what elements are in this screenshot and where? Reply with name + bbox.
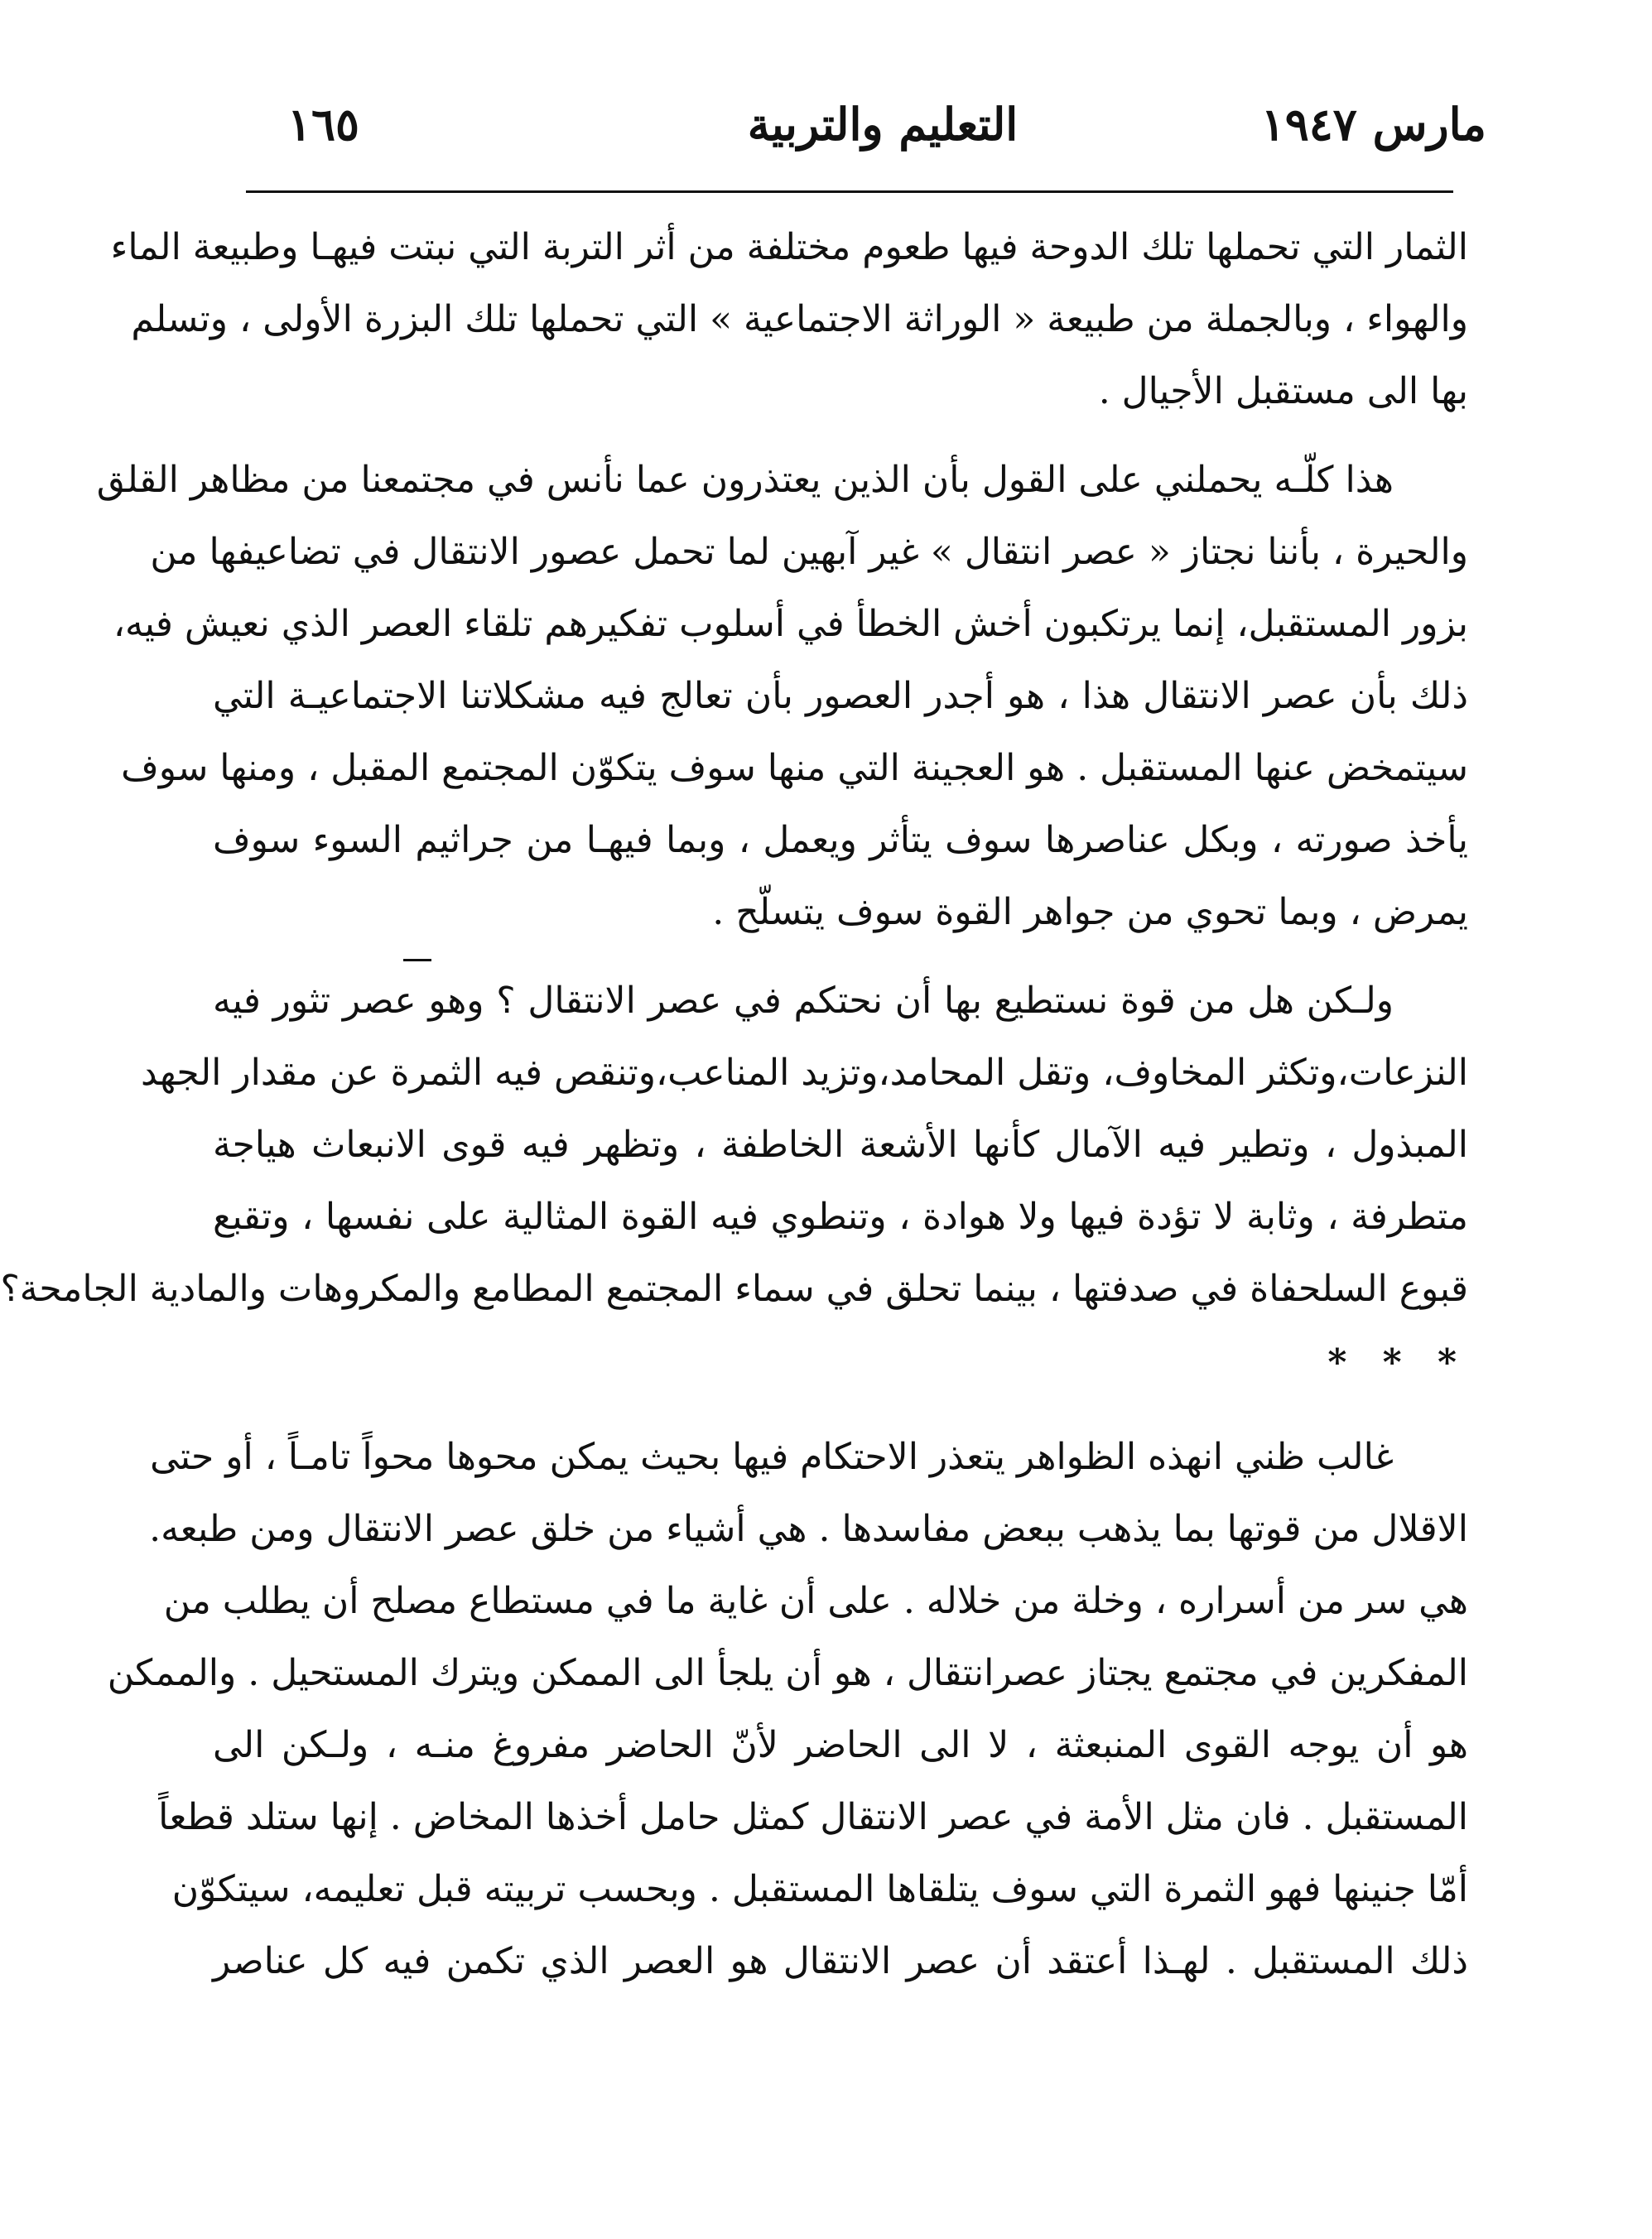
text-line: المفكرين في مجتمع يجتاز عصرانتقال ، هو أن يلجأ الى الممكن ويترك المستحيل . والممكن (107, 1652, 1468, 1694)
text-line: الثمار التي تحملها تلك الدوحة فيها طعوم مختلفة من أثر التربة التي نبتت فيهـا وطبيعة الماء (110, 226, 1468, 268)
text-line: هي سر من أسراره ، وخلة من خلاله . على أن غاية ما في مستطاع مصلح أن يطلب من (163, 1580, 1468, 1622)
article-body (0, 211, 1468, 1997)
text-line: غالب ظني انهذه الظواهر يتعذر الاحتكام فيها بحيث يمكن محوها محواً تامـاً ، أو حتى (150, 1436, 1394, 1478)
text-line: ذلك المستقبل . لهـذا أعتقد أن عصر الانتقال هو العصر الذي تكمن فيه كل عناصر (213, 1940, 1468, 1982)
text-line: يأخذ صورته ، وبكل عناصرها سوف يتأثر ويعمل ، وبما فيهـا من جراثيم السوء سوف (213, 819, 1468, 861)
header-date: مارس ١٩٤٧ (1260, 98, 1486, 151)
text-line: قبوع السلحفاة في صدفتها ، بينما تحلق في سماء المجتمع المطامع والمكروهات والمادية الجامحة؟ (0, 1268, 1468, 1310)
stray-mark (403, 959, 431, 961)
section-separator: * * * (1327, 1341, 1468, 1384)
text-line: ولـكن هل من قوة نستطيع بها أن نحتكم في عصر الانتقال ؟ وهو عصر تثور فيه (213, 980, 1394, 1022)
paragraph-4 (107, 1421, 1468, 1997)
text-line: المستقبل . فان مثل الأمة في عصر الانتقال كمثل حامل أخذها المخاض . إنها ستلد قطعاً (158, 1796, 1468, 1838)
text-line: متطرفة ، وثابة لا تؤدة فيها ولا هوادة ، وتنطوي فيه القوة المثالية على نفسها ، وتقبع (213, 1196, 1468, 1238)
text-line: هذا كلّـه يحملني على القول بأن الذين يعتذرون عما نأنس في مجتمعنا من مظاهر القلق (96, 459, 1394, 501)
page-header (279, 98, 1486, 172)
paragraph-3 (0, 965, 1468, 1325)
paragraph-1 (110, 211, 1468, 427)
text-line: بها الى مستقبل الأجيال . (1098, 370, 1468, 412)
text-line: سيتمخض عنها المستقبل . هو العجينة التي منها سوف يتكوّن المجتمع المقبل ، ومنها سوف (121, 747, 1468, 789)
text-line: والهواء ، وبالجملة من طبيعة « الوراثة الاجتماعية » التي تحملها تلك البزرة الأولى ، وتسلم (131, 298, 1468, 340)
text-line: بزور المستقبل، إنما يرتكبون أخش الخطأ في أسلوب تفكيرهم تلقاء العصر الذي نعيش فيه، (113, 603, 1468, 645)
text-line: يمرض ، وبما تحوي من جواهر القوة سوف يتسلّح . (712, 891, 1468, 933)
text-line: ذلك بأن عصر الانتقال هذا ، هو أجدر العصور بأن تعالج فيه مشكلاتنا الاجتماعيـة التي (213, 675, 1468, 717)
header-rule (246, 190, 1453, 193)
page-number: ١٦٥ (287, 98, 360, 151)
text-line: الاقلال من قوتها بما يذهب ببعض مفاسدها . هي أشياء من خلق عصر الانتقال ومن طبعه. (149, 1508, 1468, 1550)
header-title: التعليم والتربية (747, 98, 1019, 151)
text-line: أمّا جنينها فهو الثمرة التي سوف يتلقاها المستقبل . وبحسب تربيته قبل تعليمه، سيتكوّن (171, 1868, 1468, 1910)
paragraph-2 (96, 444, 1468, 948)
text-line: النزعات،وتكثر المخاوف، وتقل المحامد،وتزيد المناعب،وتنقص فيه الثمرة عن مقدار الجهد (140, 1052, 1468, 1094)
text-line: والحيرة ، بأننا نجتاز « عصر انتقال » غير آبهين لما تحمل عصور الانتقال في تضاعيفها من (150, 531, 1468, 573)
text-line: هو أن يوجه القوى المنبعثة ، لا الى الحاضر لأنّ الحاضر مفروغ منـه ، ولـكن الى (213, 1724, 1468, 1766)
text-line: المبذول ، وتطير فيه الآمال كأنها الأشعة الخاطفة ، وتظهر فيه قوى الانبعاث هياجة (213, 1124, 1468, 1166)
